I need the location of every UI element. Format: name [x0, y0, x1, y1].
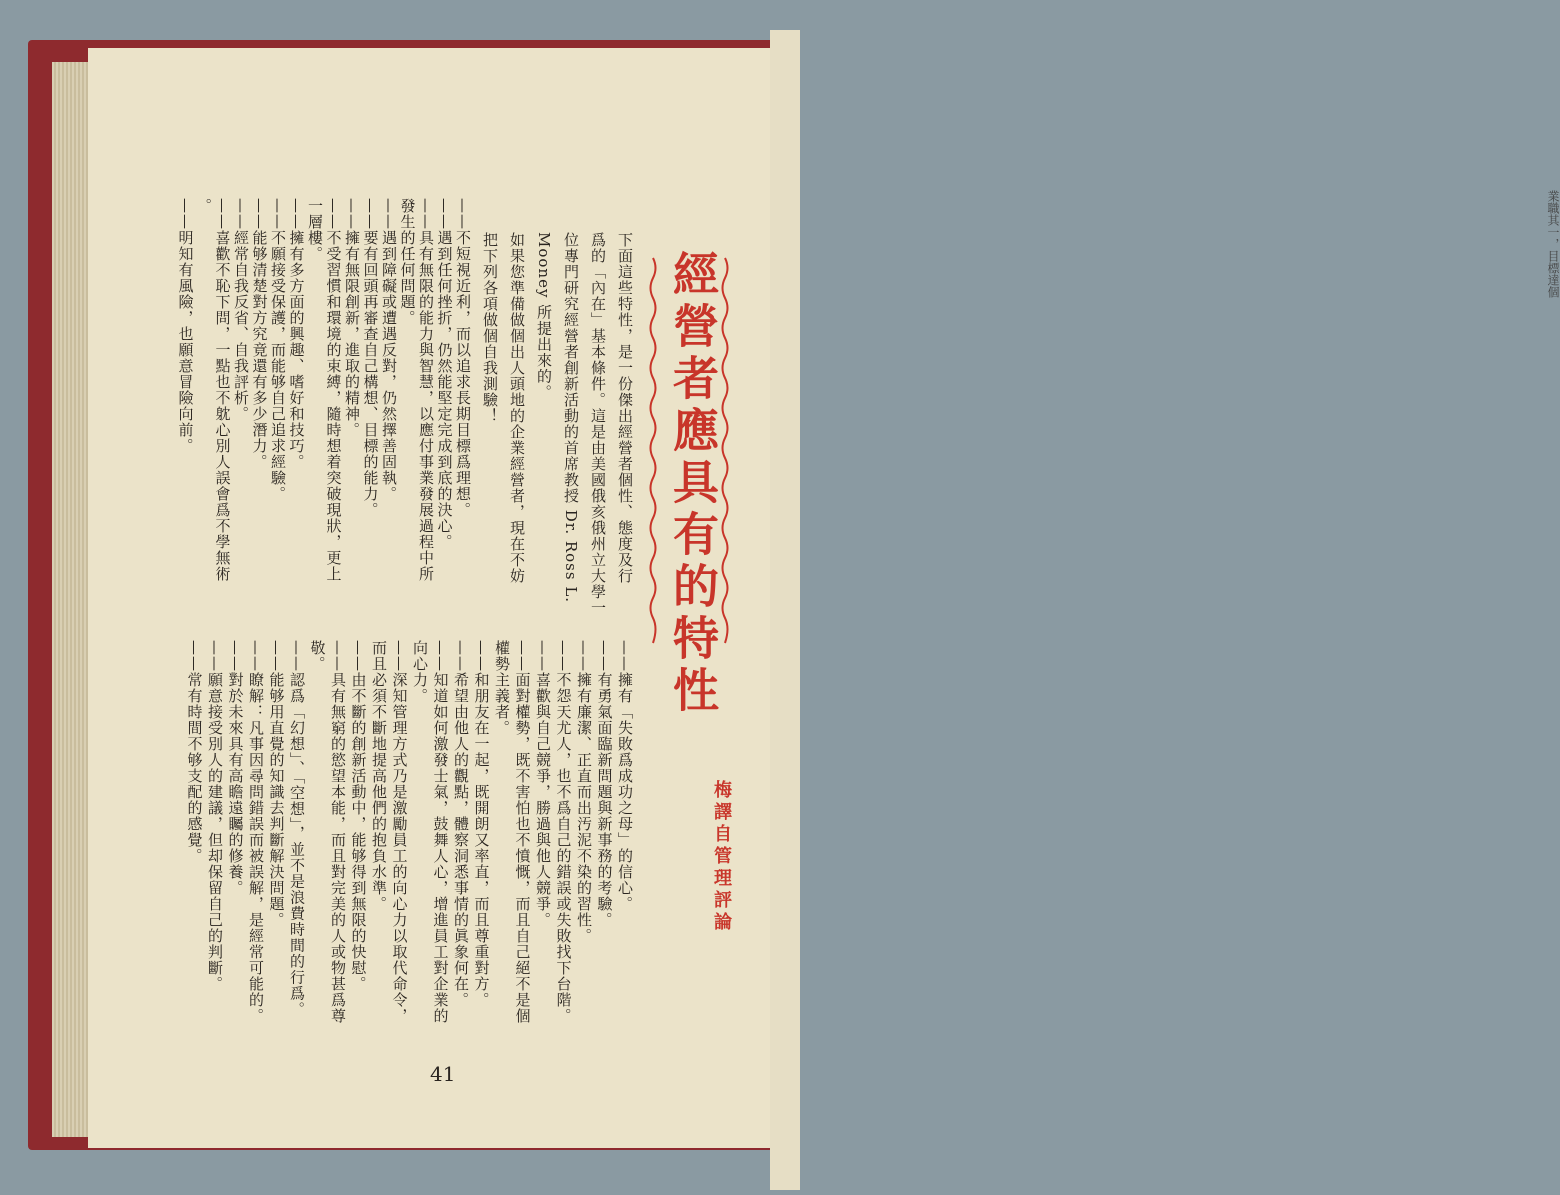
list-item-lower: ——知道如何激發士氣，鼓舞人心，增進員工對企業的 [431, 640, 450, 1024]
adjacent-page-text: 業職其一，目標達個 [1546, 190, 1560, 298]
list-item-lower: ——擁有廉潔、正直而出汚泥不染的習性。 [575, 640, 593, 944]
list-item-lower: ——由不斷的創新活動中，能够得到無限的快慰。 [349, 640, 368, 992]
list-item-upper: 一層樓。 [306, 198, 324, 262]
list-item-upper: ——具有無限的能力與智慧，以應付事業發展過程中所 [417, 198, 435, 582]
list-item-lower: 敬。 [308, 640, 327, 672]
page-number: 41 [430, 1062, 456, 1086]
list-item-lower: ——面對權勢，既不害怕也不憤慨，而且自己絕不是個 [513, 640, 532, 1024]
intro-line: 位專門研究經營者創新活動的首席教授 Dr. Ross L. [562, 232, 580, 604]
list-item-lower: ——瞭解：凡事因尋問錯誤而被誤解，是經常可能的。 [247, 640, 265, 1024]
list-item-lower: ——能够用直覺的知識去判斷解決問題。 [267, 640, 286, 928]
intro-line: 把下列各項做個自我測驗！ [481, 232, 499, 424]
list-item-upper: ——能够清楚對方究竟還有多少潛力。 [250, 198, 269, 470]
list-item-upper: 發生的任何問題。 [398, 198, 417, 326]
list-item-upper: ——要有回頭再審查自己構想、目標的能力。 [361, 198, 380, 518]
list-item-upper: ——不受習慣和環境的束縛，隨時想着突破現狀，更上 [324, 198, 343, 582]
list-item-upper: ——明知有風險，也願意冒險向前。 [176, 198, 195, 454]
list-item-lower: ——喜歡與自己競爭，勝過與他人競爭。 [534, 640, 552, 928]
list-item-upper: ——不願接受保護，而能够自己追求經驗。 [269, 198, 287, 502]
list-item-lower: 而且必須不斷地提高他們的抱負水準。 [370, 640, 388, 912]
list-item-upper: ——經常自我反省、自我評析。 [232, 198, 250, 422]
list-item-upper: ——不短視近利，而以追求長期目標爲理想。 [454, 198, 472, 518]
list-item-lower: ——擁有「失敗爲成功之母」的信心。 [616, 640, 634, 912]
page-edges [52, 62, 92, 1137]
list-item-lower: ——和朋友在一起，既開朗又率直，而且尊重對方。 [472, 640, 491, 1008]
list-item-lower: 權勢主義者。 [493, 640, 511, 736]
list-item-upper: ——喜歡不恥下問，一點也不躭心別人誤會爲不學無術 [213, 198, 232, 582]
list-item-upper: 。 [195, 198, 213, 214]
list-item-lower: ——常有時間不够支配的感覺。 [185, 640, 204, 864]
series-label: 梅譯自管理評論 [711, 780, 732, 934]
intro-line: 下面這些特性，是一份傑出經營者個性、態度及行 [616, 232, 634, 584]
title-wave-left [648, 258, 658, 643]
article-title: 經營者應具有的特性 [666, 250, 720, 718]
list-item-lower: ——希望由他人的觀點，體察洞悉事情的眞象何在。 [452, 640, 470, 1008]
title-wave-right [720, 258, 730, 643]
list-item-lower: ——願意接受別人的建議，但却保留自己的判斷。 [206, 640, 224, 992]
list-item-upper: ——遇到任何挫折，仍然能堅定完成到底的決心。 [435, 198, 454, 550]
list-item-lower: ——有勇氣面臨新問題與新事務的考驗。 [595, 640, 614, 928]
list-item-lower: ——認爲「幻想」、「空想」，並不是浪費時間的行爲。 [288, 640, 306, 1018]
list-item-upper: ——擁有無限創新，進取的精神。 [343, 198, 361, 438]
list-item-lower: ——深知管理方式乃是激勵員工的向心力以取代命令， [390, 640, 409, 1024]
list-item-upper: ——遇到障礙或遭遇反對，仍然擇善固執。 [380, 198, 398, 502]
list-item-lower: 向心力。 [411, 640, 429, 704]
list-item-lower: ——具有無窮的慾望本能，而且對完美的人或物甚爲尊 [329, 640, 347, 1024]
list-item-upper: ——擁有多方面的興趣、嗜好和技巧。 [287, 198, 306, 470]
list-item-lower: ——對於未來具有高瞻遠矚的修養。 [226, 640, 245, 896]
intro-line: 如果您準備做個出人頭地的企業經營者，現在不妨 [508, 232, 526, 584]
adjacent-page [770, 30, 1560, 1190]
intro-line: 爲的「內在」基本條件。這是由美國俄亥俄州立大學一 [589, 232, 607, 616]
list-item-lower: ——不怨天尤人，也不爲自己的錯誤或失敗找下台階。 [554, 640, 573, 1024]
intro-line: Mooney 所提出來的。 [535, 232, 553, 401]
